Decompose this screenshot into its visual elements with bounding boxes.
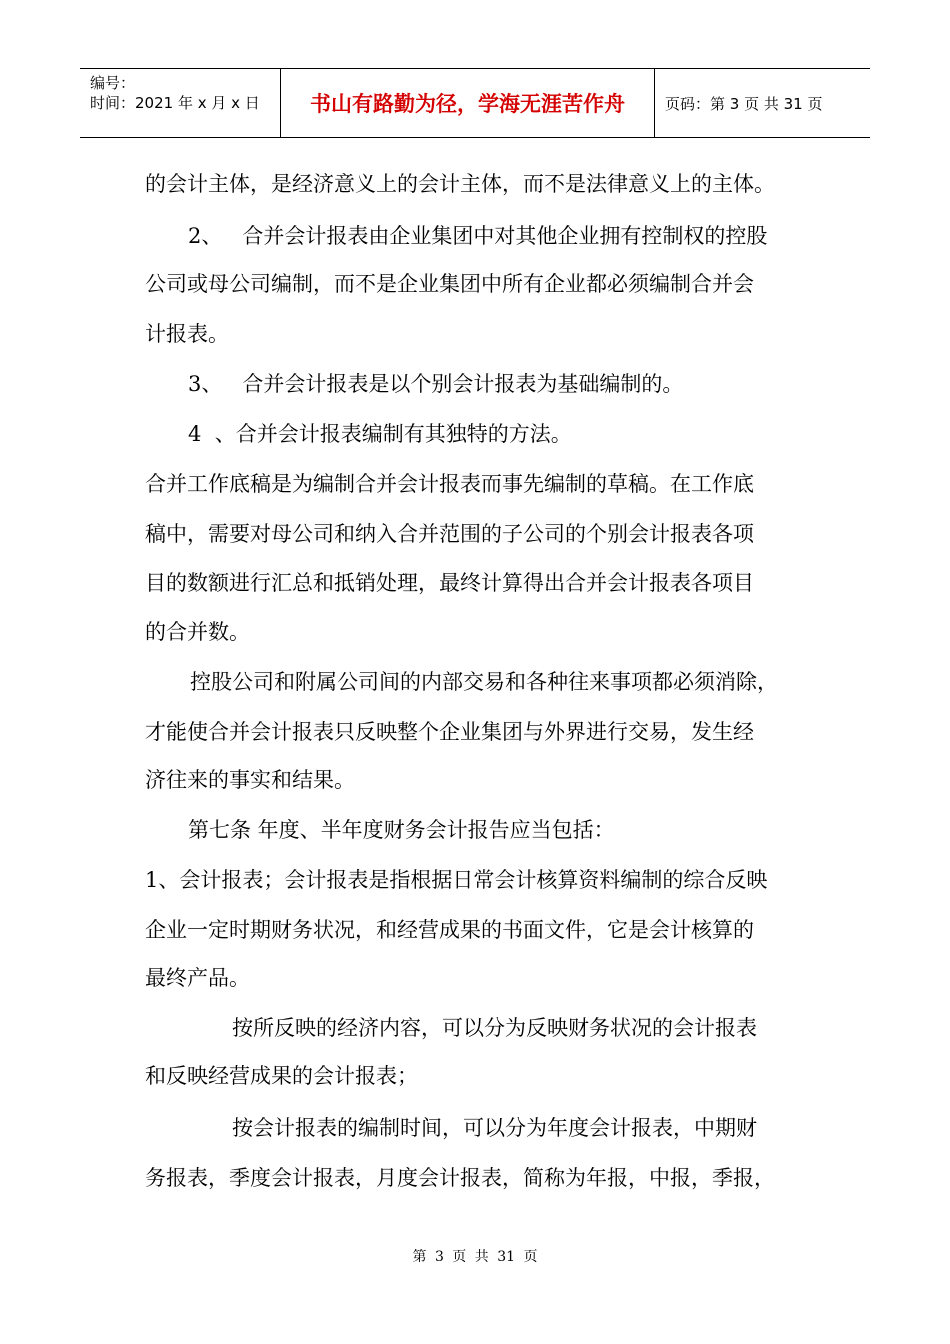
page-footer (0, 1246, 950, 1266)
body-line: 4 、合并会计报表编制有其独特的方法。 (188, 422, 572, 446)
body-line: 3、 合并会计报表是以个别会计报表为基础编制的。 (188, 372, 684, 396)
body-line: 济往来的事实和结果。 (145, 768, 355, 792)
body-line: 1、会计报表；会计报表是指根据日常会计核算资料编制的综合反映 (145, 868, 768, 892)
document-date-label: 时间：2021 年 x 月 x 日 (90, 94, 260, 112)
body-line: 按所反映的经济内容，可以分为反映财务状况的会计报表 (232, 1016, 757, 1040)
body-line: 目的数额进行汇总和抵销处理，最终计算得出合并会计报表各项目 (145, 571, 754, 595)
body-line: 按会计报表的编制时间，可以分为年度会计报表，中期财 (232, 1116, 757, 1140)
body-line: 的合并数。 (145, 620, 250, 644)
body-line: 和反映经营成果的会计报表； (145, 1064, 418, 1088)
body-line: 2、 合并会计报表由企业集团中对其他企业拥有控制权的控股 (188, 224, 768, 248)
body-line: 才能使合并会计报表只反映整个企业集团与外界进行交易，发生经 (145, 720, 754, 744)
body-line: 企业一定时期财务状况，和经营成果的书面文件，它是会计核算的 (145, 918, 754, 942)
header-page-label: 页码：第 3 页 共 31 页 (665, 94, 823, 113)
body-line: 公司或母公司编制，而不是企业集团中所有企业都必须编制合并会 (145, 272, 754, 296)
body-line: 计报表。 (145, 322, 229, 346)
body-line: 的会计主体，是经济意义上的会计主体，而不是法律意义上的主体。 (145, 172, 775, 196)
header-motto: 书山有路勤为径，学海无涯苦作舟 (310, 92, 625, 116)
header-meta-cell (80, 69, 281, 137)
body-line: 最终产品。 (145, 966, 250, 990)
header-page-cell (655, 69, 870, 137)
header-motto-cell (281, 69, 655, 137)
footer-page-number: 第 3 页 共 31 页 (412, 1249, 538, 1265)
body-line: 合并工作底稿是为编制合并会计报表而事先编制的草稿。在工作底 (145, 472, 754, 496)
page-header (80, 68, 870, 138)
body-line: 稿中，需要对母公司和纳入合并范围的子公司的个别会计报表各项 (145, 522, 754, 546)
body-line: 务报表，季度会计报表，月度会计报表，简称为年报，中报，季报， (145, 1166, 775, 1190)
document-number-label: 编号： (90, 74, 136, 92)
body-line: 第七条 年度、半年度财务会计报告应当包括： (188, 818, 615, 842)
body-line: 控股公司和附属公司间的内部交易和各种往来事项都必须消除， (190, 670, 778, 694)
